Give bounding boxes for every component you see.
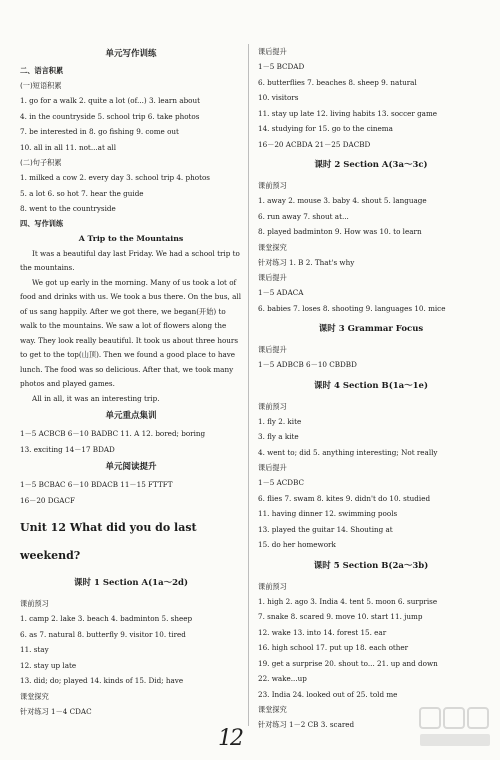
- answer-line: 23. India 24. looked out of 25. told me: [258, 689, 398, 699]
- answer-line: 1－5 BCBAC 6－10 BDACB 11－15 FTTFT: [20, 480, 173, 489]
- answer-line: 10. all in all 11. not...at all: [20, 142, 117, 152]
- answer-line: 1. fly 2. kite: [258, 416, 302, 426]
- answer-line: 4. in the countryside 5. school trip 6. take photos: [20, 111, 200, 121]
- answer-line: 7. snake 8. scared 9. move 10. start 11. jump: [258, 612, 423, 621]
- column-divider: [248, 44, 249, 726]
- key-training-heading: 单元重点集训: [105, 411, 157, 421]
- lesson-heading: 课时 4 Section B(1a～1e): [314, 380, 428, 391]
- class-label: 课堂探究: [258, 242, 287, 252]
- answer-line: 12. stay up late: [20, 660, 77, 670]
- answer-line: 1－5 ADACA: [258, 288, 304, 297]
- answer-line: 4. went to; did 5. anything interesting; Not really: [258, 447, 438, 457]
- class-label: 课堂探究: [20, 691, 49, 701]
- answer-line: 1－5 BCDAD: [258, 62, 305, 71]
- answer-line: 1. milked a cow 2. every day 3. school trip 4. photos: [20, 173, 210, 182]
- answer-line: 16. high school 17. put up 18. each other: [258, 643, 409, 652]
- left-column: [20, 44, 242, 719]
- after-class-label: 课后提升: [258, 47, 287, 56]
- answer-line: 1. away 2. mouse 3. baby 4. shout 5. language: [258, 196, 427, 205]
- preview-label: 课前预习: [20, 599, 49, 608]
- answer-line: 1－5 ACBCB 6－10 BADBC 11. A 12. bored; boring: [20, 429, 206, 438]
- answer-line: 针对练习 1－4 CDAC: [20, 706, 92, 716]
- section-heading: 二、语言积累: [20, 66, 64, 75]
- answer-line: 1. go for a walk 2. quite a lot (of...) 3. learn about: [20, 96, 201, 105]
- answer-line: 16－20 DGACF: [20, 495, 75, 505]
- section-heading: 四、写作训练: [20, 218, 64, 228]
- unit-writing-heading: 单元写作训练: [105, 49, 157, 59]
- answer-line: 8. played badminton 9. How was 10. to learn: [258, 227, 422, 236]
- after-class-label: 课后提升: [258, 463, 287, 472]
- answer-line: 5. a lot 6. so hot 7. hear the guide: [20, 188, 144, 198]
- answer-line: 1. high 2. ago 3. India 4. tent 5. moon 6. surprise: [258, 596, 438, 606]
- answer-line: 8. went to the countryside: [20, 204, 116, 213]
- answer-line: 1. camp 2. lake 3. beach 4. badminton 5. sheep: [20, 614, 193, 623]
- answer-line: 12. wake 13. into 14. forest 15. ear: [258, 627, 387, 637]
- answer-line: 7. be interested in 8. go fishing 9. come out: [20, 127, 179, 136]
- reading-heading: 单元阅读提升: [105, 462, 157, 472]
- answer-line: 6. flies 7. swam 8. kites 9. didn't do 10. studied: [258, 493, 431, 503]
- preview-label: 课前预习: [258, 181, 287, 190]
- subsection-heading: (二)句子积累: [20, 158, 62, 167]
- lesson-heading: 课时 5 Section B(2a～3b): [313, 560, 429, 571]
- lesson-heading: 课时 3 Grammar Focus: [318, 324, 424, 334]
- answer-line: 6. butterflies 7. beaches 8. sheep 9. natural: [258, 77, 417, 87]
- answer-line: 15. do her homework: [258, 540, 336, 549]
- lesson-heading: 课时 2 Section A(3a～3c): [314, 160, 428, 170]
- unit-title: Unit 12 What did you do last weekend?: [20, 521, 197, 562]
- right-column: [258, 44, 484, 733]
- answer-line: 针对练习 1－2 CB 3. scared: [258, 720, 355, 729]
- answer-line: 6. babies 7. loses 8. shooting 9. languages 10. mice: [258, 303, 446, 313]
- class-label: 课堂探究: [258, 705, 287, 714]
- subsection-heading: (一)短语积累: [20, 81, 62, 90]
- answer-line: 11. having dinner 12. swimming pools: [258, 509, 398, 518]
- answer-line: 6. run away 7. shout at...: [258, 211, 349, 221]
- answer-line: 14. studying for 15. go to the cinema: [258, 124, 393, 133]
- answer-line: 1－5 ACDBC: [258, 478, 304, 487]
- story-title: A Trip to the Mountains: [78, 233, 184, 243]
- answer-line: 11. stay up late 12. living habits 13. soccer game: [258, 108, 438, 118]
- answer-line: 13. exciting 14－17 BDAD: [20, 444, 115, 454]
- story-paragraph: All in all, it was an interesting trip.: [32, 393, 160, 403]
- answer-line: 16－20 ACBDA 21－25 DACBD: [258, 139, 371, 149]
- answer-line: 13. played the guitar 14. Shouting at: [258, 524, 393, 534]
- after-class-label: 课后提升: [258, 345, 287, 354]
- lesson-heading: 课时 1 Section A(1a～2d): [74, 578, 188, 588]
- answer-line: 3. fly a kite: [258, 432, 299, 441]
- answer-line: 6. as 7. natural 8. butterfly 9. visitor 10. tired: [20, 629, 186, 639]
- story-paragraph: It was a beautiful day last Friday. We had a school trip to the mountains.: [20, 248, 240, 272]
- watermark-logo-icon: [418, 706, 492, 750]
- after-class-label: 课后提升: [258, 273, 287, 282]
- preview-label: 课前预习: [258, 581, 287, 591]
- page-number: 12: [218, 726, 242, 751]
- answer-line: 针对练习 1. B 2. That's why: [258, 257, 355, 267]
- answer-line: 22. wake...up: [258, 674, 307, 683]
- answer-line: 11. stay: [20, 645, 49, 654]
- answer-line: 13. did; do; played 14. kinds of 15. Did; have: [20, 676, 184, 685]
- preview-label: 课前预习: [258, 401, 287, 411]
- answer-line: 10. visitors: [258, 93, 299, 102]
- answer-line: 19. get a surprise 20. shout to... 21. up and down: [258, 658, 438, 668]
- answer-line: 1－5 ADBCB 6－10 CBDBD: [258, 360, 357, 369]
- story-paragraph: We got up early in the morning. Many of us took a lot of food and drinks with us. We took a bus there. On the bus, all of us sang happily. After we got there, we began(开始) to walk to the mountains. We saw a lot of flowers along the way. They look really beautiful. It took us about three hours to get to the top(山顶). Then we found a good place to have lunch. The food was so delicious. After that, we took many photos and played games.: [20, 277, 241, 388]
